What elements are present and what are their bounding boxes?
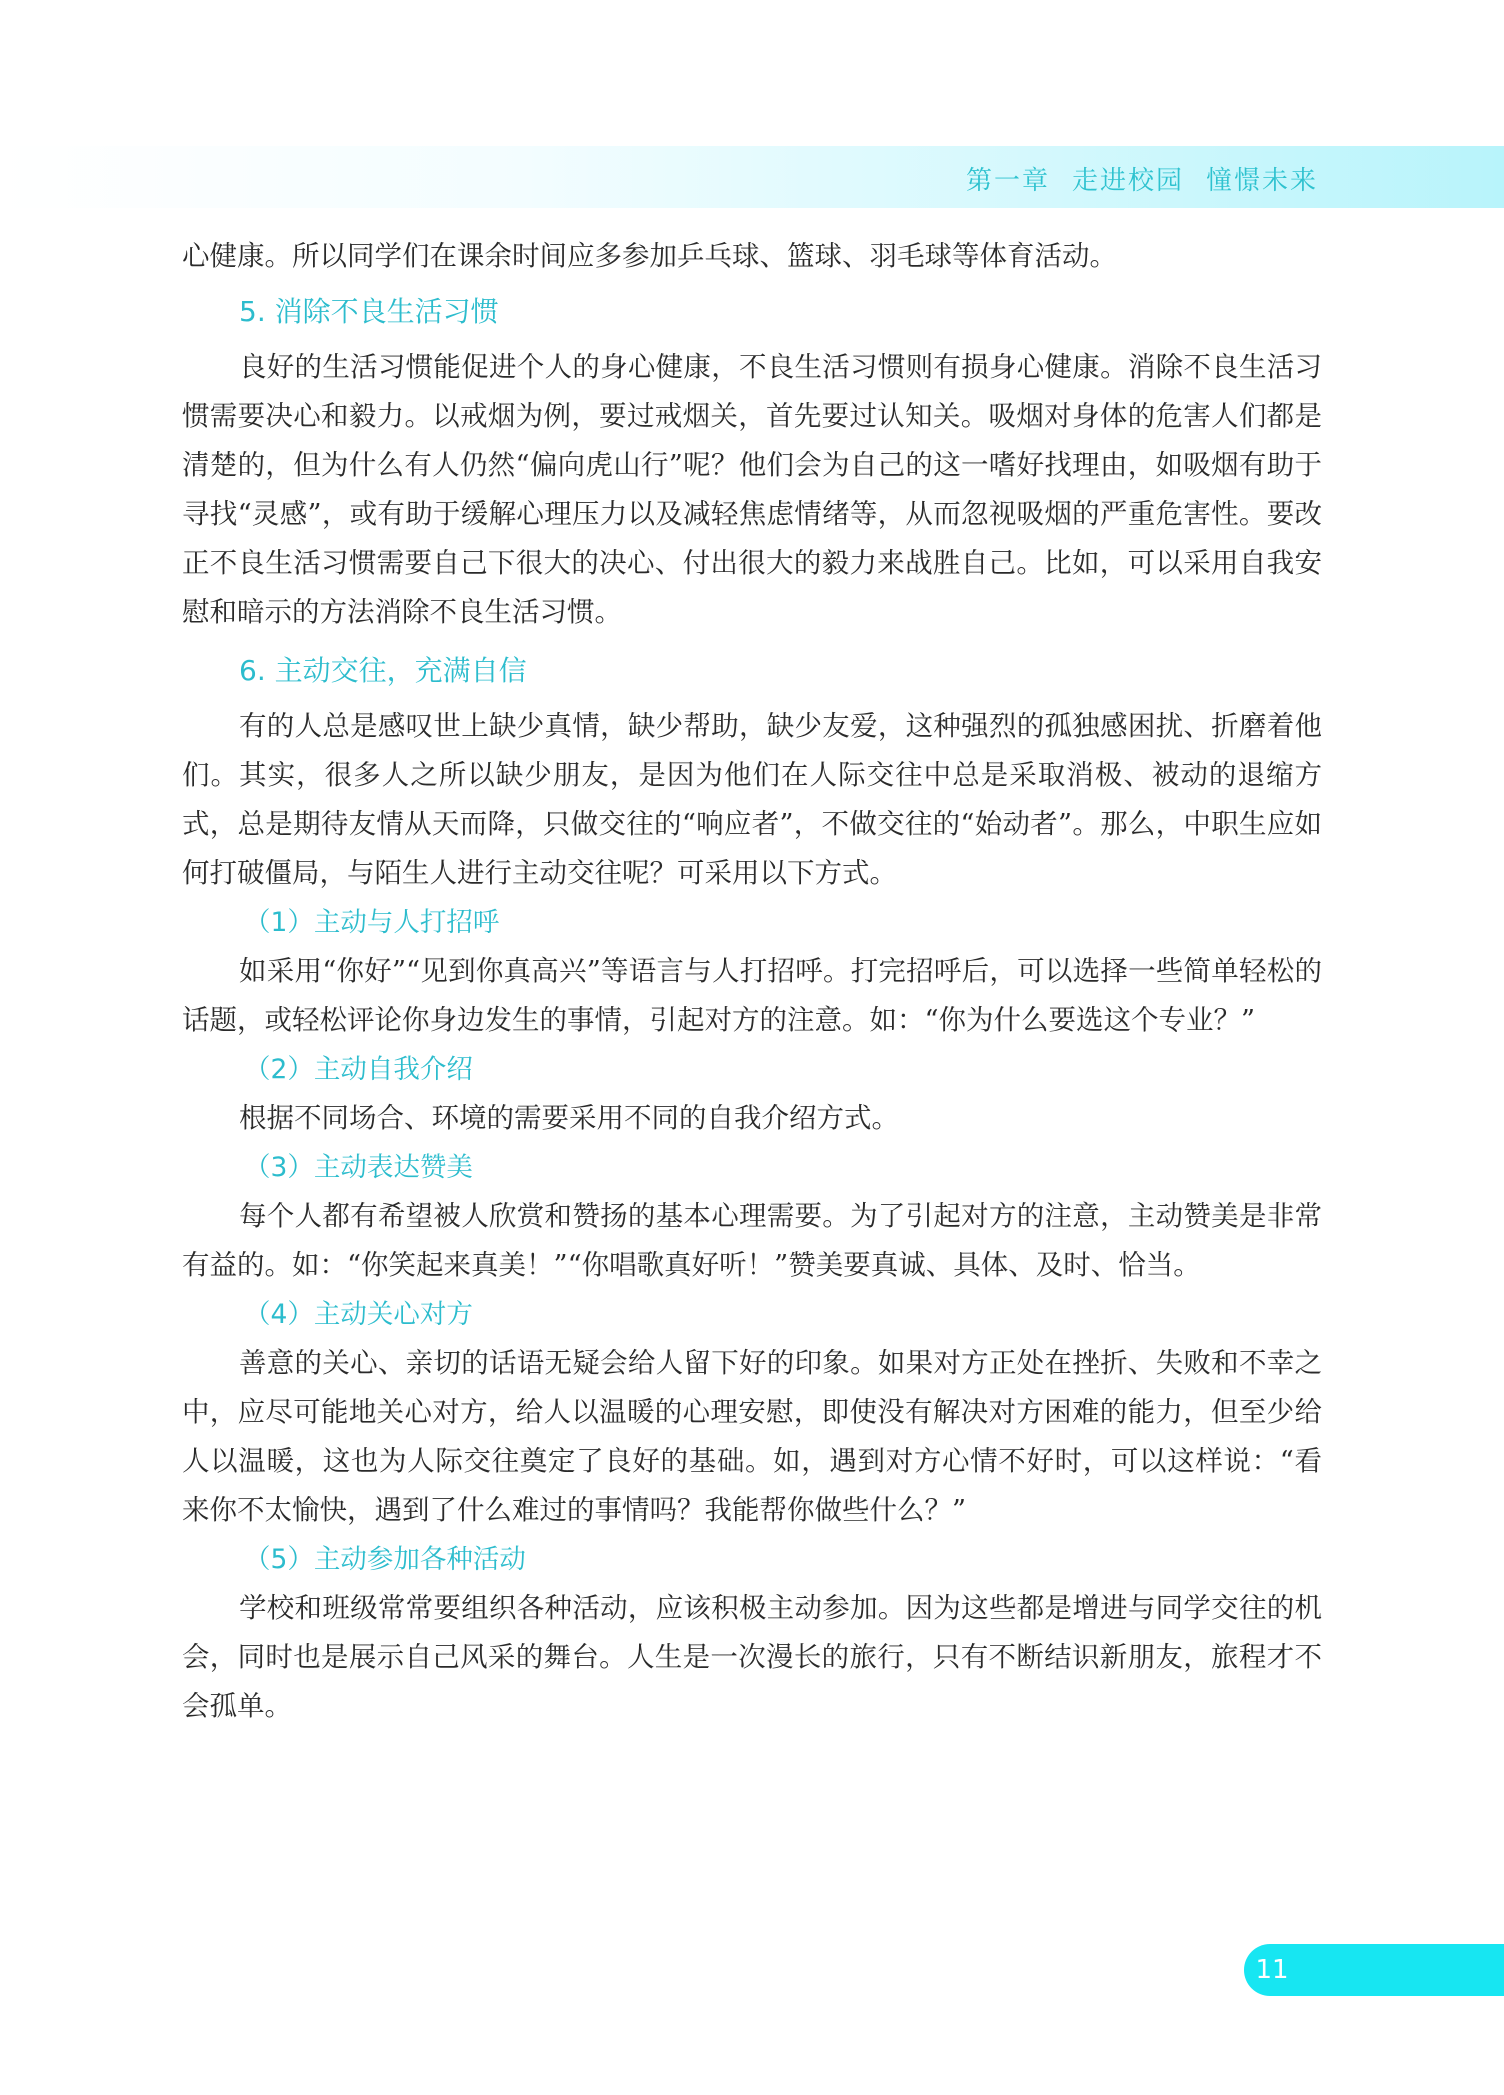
section-heading-6: 6. 主动交往，充满自信 (239, 654, 527, 687)
subheading-2: （2）主动自我介绍 (244, 1054, 473, 1085)
section-heading-5: 5. 消除不良生活习惯 (239, 295, 499, 328)
subheading-3: （3）主动表达赞美 (244, 1152, 473, 1183)
page-number: 11 (1255, 1955, 1289, 1985)
subheading-4: （4）主动关心对方 (244, 1299, 473, 1330)
paragraph-intro: 心健康。所以同学们在课余时间应多参加乒乓球、篮球、羽毛球等体育活动。 (182, 240, 1117, 272)
chapter-title-part1: 走进校园 (1071, 166, 1184, 196)
page-content (182, 232, 1322, 1731)
paragraph-care: 善意的关心、亲切的话语无疑会给人留下好的印象。如果对方正处在挫折、失败和不幸之中，应尽可能地关心对方，给人以温暖的心理安慰，即使没有解决对方困难的能力，但至少给人以温暖，这也为人际交往奠定了良好的基础。如，遇到对方心情不好时，可以这样说：“看来你不太愉快，遇到了什么难过的事情吗？我能帮你做些什么？” (182, 1347, 1322, 1526)
subheading-5: （5）主动参加各种活动 (244, 1544, 526, 1575)
paragraph-greeting: 如采用“你好”“见到你真高兴”等语言与人打招呼。打完招呼后，可以选择一些简单轻松的话题，或轻松评论你身边发生的事情，引起对方的注意。如：“你为什么要选这个专业？” (182, 955, 1322, 1036)
paragraph-self-intro: 根据不同场合、环境的需要采用不同的自我介绍方式。 (239, 1102, 899, 1134)
running-header (944, 160, 1318, 197)
subheading-1: （1）主动与人打招呼 (244, 907, 500, 938)
chapter-label: 第一章 (965, 166, 1050, 196)
chapter-title-part2: 憧憬未来 (1205, 166, 1318, 196)
paragraph-active-communication: 有的人总是感叹世上缺少真情，缺少帮助，缺少友爱，这种强烈的孤独感困扰、折磨着他们。其实，很多人之所以缺少朋友，是因为他们在人际交往中总是采取消极、被动的退缩方式，总是期待友情从天而降，只做交往的“响应者”，不做交往的“始动者”。那么，中职生应如何打破僵局，与陌生人进行主动交往呢？可采用以下方式。 (182, 710, 1322, 889)
paragraph-activities: 学校和班级常常要组织各种活动，应该积极主动参加。因为这些都是增进与同学交往的机会，同时也是展示自己风采的舞台。人生是一次漫长的旅行，只有不断结识新朋友，旅程才不会孤单。 (182, 1592, 1322, 1722)
paragraph-praise: 每个人都有希望被人欣赏和赞扬的基本心理需要。为了引起对方的注意，主动赞美是非常有益的。如：“你笑起来真美！”“你唱歌真好听！”赞美要真诚、具体、及时、恰当。 (182, 1200, 1322, 1281)
paragraph-bad-habits: 良好的生活习惯能促进个人的身心健康，不良生活习惯则有损身心健康。消除不良生活习惯需要决心和毅力。以戒烟为例，要过戒烟关，首先要过认知关。吸烟对身体的危害人们都是清楚的，但为什么有人仍然“偏向虎山行”呢？他们会为自己的这一嗜好找理由，如吸烟有助于寻找“灵感”，或有助于缓解心理压力以及减轻焦虑情绪等，从而忽视吸烟的严重危害性。要改正不良生活习惯需要自己下很大的决心、付出很大的毅力来战胜自己。比如，可以采用自我安慰和暗示的方法消除不良生活习惯。 (182, 351, 1322, 628)
